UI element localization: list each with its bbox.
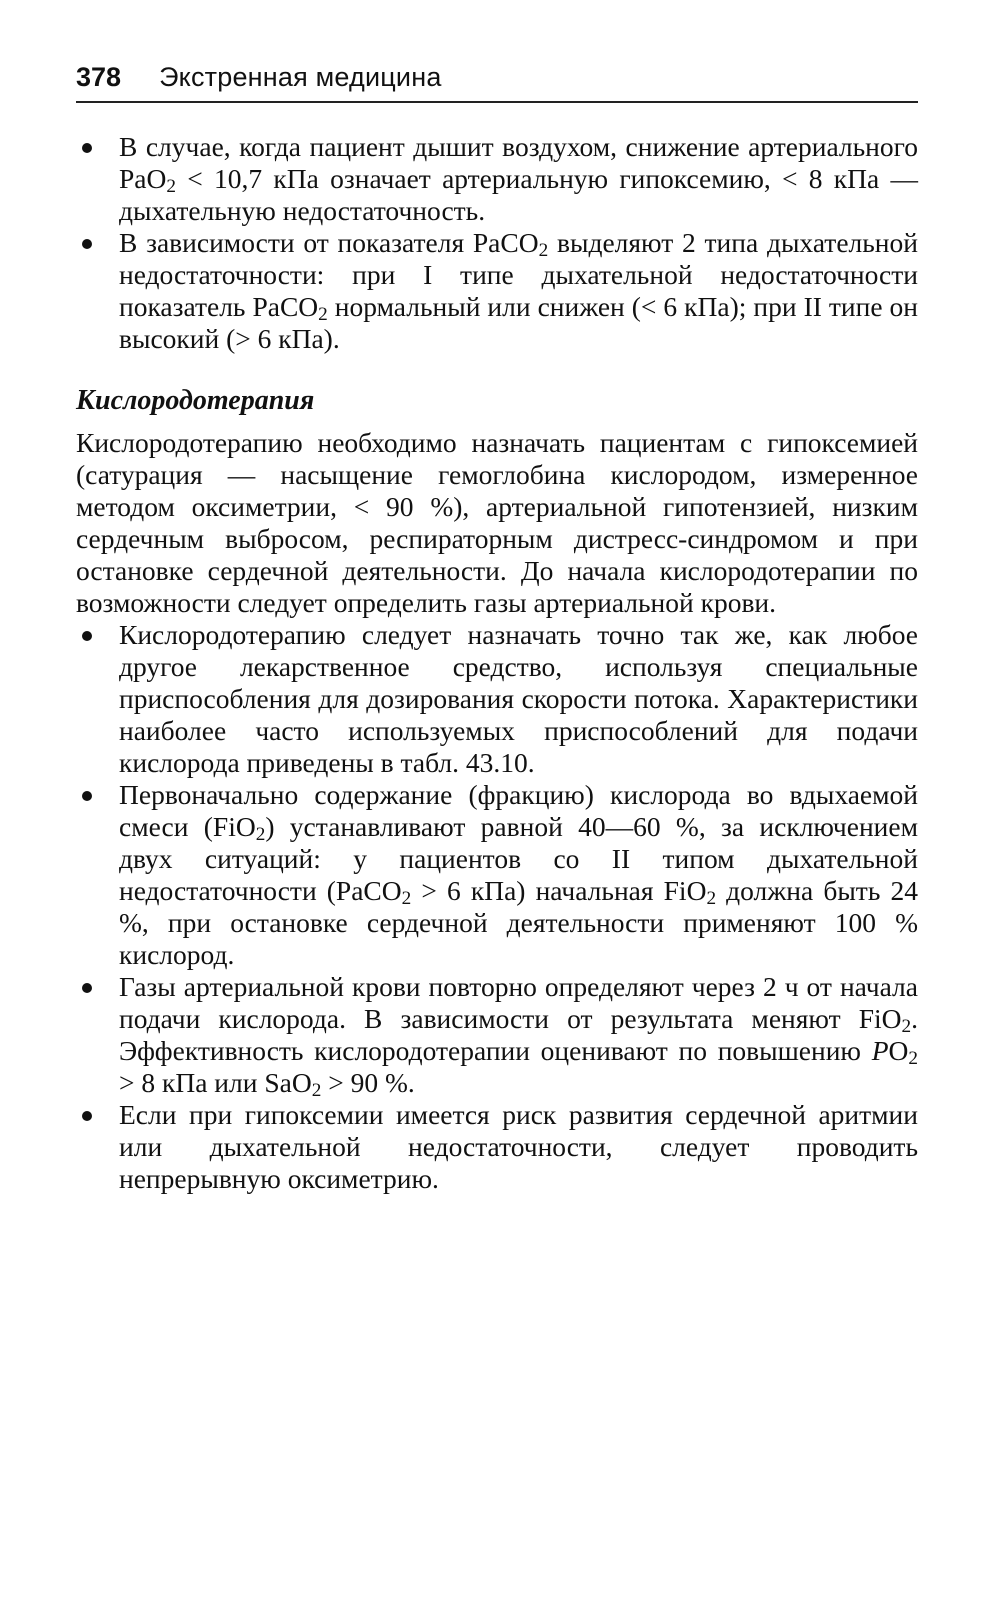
list-item: В случае, когда пациент дышит воздухом, снижение артериального PaO$_2$ < 10,7 кПа означает артериальную гипоксемию, < 8 кПа — дыхательную недостаточность. bbox=[76, 131, 918, 227]
list-item: Если при гипоксемии имеется риск развития сердечной аритмии или дыхательной недостаточности, следует проводить непрерывную оксиметрию. bbox=[76, 1099, 918, 1195]
list-item: Газы артериальной крови повторно определяют через 2 ч от начала подачи кислорода. В зависимости от результата меняют FiO$_2$. Эффективность кислородотерапии оценивают по повышению $PO_2 > 8$ кПа или SaO$_2$ > 90 %. bbox=[76, 971, 918, 1099]
list-item: Кислородотерапию следует назначать точно так же, как любое другое лекарственное средство, используя специальные приспособления для дозирования скорости потока. Характеристики наиболее часто используемых приспособлений для подачи кислорода приведены в табл. 43.10. bbox=[76, 619, 918, 779]
list-item: В зависимости от показателя PaCO$_2$ выделяют 2 типа дыхательной недостаточности: при I типе дыхательной недостаточности показатель PaCO$_2$ нормальный или снижен (< 6 кПа); при II типе он высокий (> 6 кПа). bbox=[76, 227, 918, 355]
bullet-list-top bbox=[76, 131, 918, 355]
page-content bbox=[76, 131, 918, 1195]
running-header bbox=[76, 62, 918, 103]
section-heading: Кислородотерапия bbox=[76, 385, 315, 416]
list-item: Первоначально содержание (фракцию) кислорода во вдыхаемой смеси (FiO$_2$) устанавливают равной 40—60 %, за исключением двух ситуаций: у пациентов со II типом дыхательной недостаточности (PaCO$_2$ > 6 кПа) начальная FiO$_2$ должна быть 24 %, при остановке сердечной деятельности применяют 100 % кислород. bbox=[76, 779, 918, 971]
running-title: Экстренная медицина bbox=[159, 62, 442, 92]
bullet-list-bottom bbox=[76, 619, 918, 1195]
page-number: 378 bbox=[76, 62, 122, 92]
intro-paragraph: Кислородотерапию необходимо назначать пациентам с гипоксемией (сатурация — насыщение гемоглобина кислородом, измеренное методом оксиметрии, < 90 %), артериальной гипотензией, низким сердечным выбросом, респираторным дистресс-синдромом и при остановке сердечной деятельности. До начала кислородотерапии по возможности следует определить газы артериальной крови. bbox=[76, 427, 918, 618]
